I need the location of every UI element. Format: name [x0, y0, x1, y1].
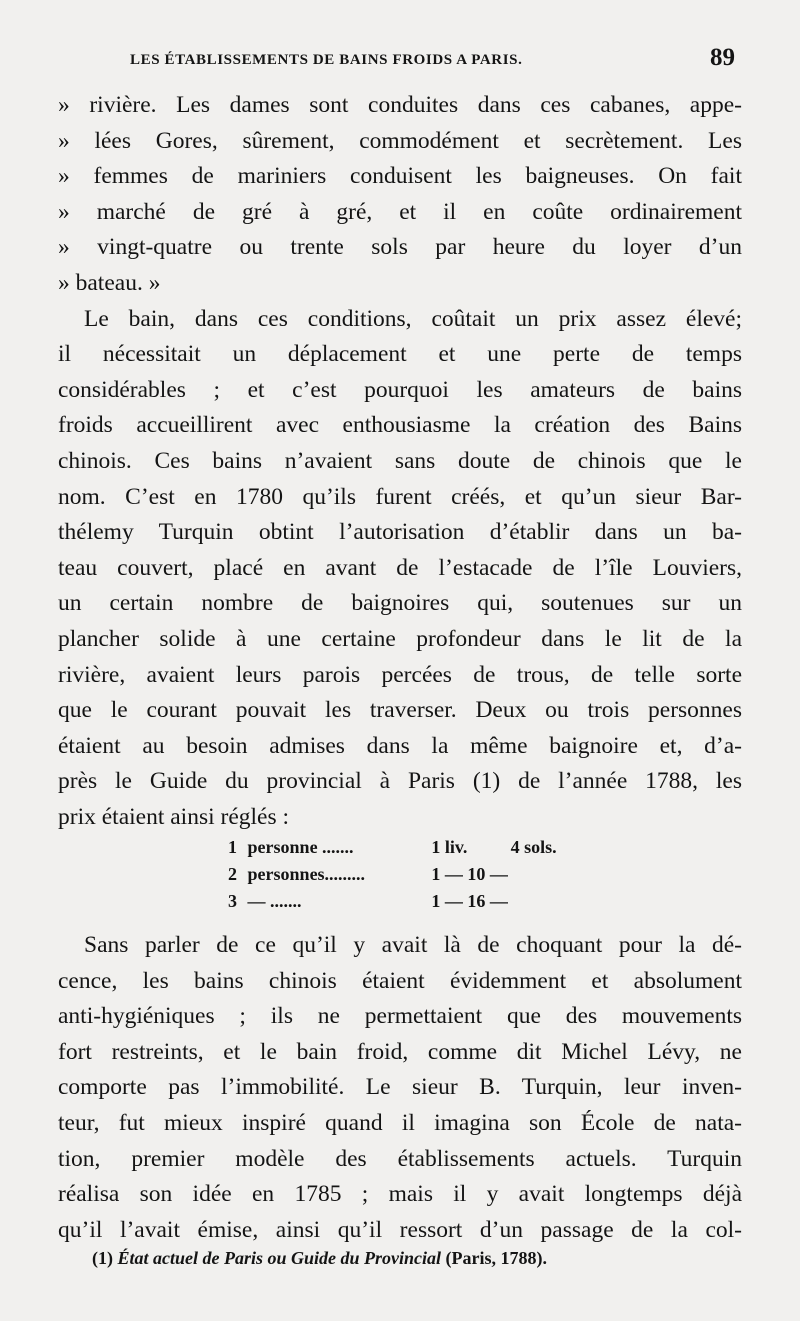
text-line: réalisa son idée en 1785 ; mais il y avait longtemps déjà	[58, 1181, 742, 1208]
price-livres: 1 — 16 —	[431, 891, 508, 911]
price-label: personne .......	[247, 837, 354, 857]
footnote-marker: (1)	[92, 1248, 118, 1268]
price-livres: 1 liv.	[431, 837, 468, 857]
text-line: chinois. Ces bains n’avaient sans doute de chinois que le	[58, 447, 742, 474]
text-line: Le bain, dans ces conditions, coûtait un prix assez élevé;	[84, 305, 742, 332]
running-head: LES ÉTABLISSEMENTS DE BAINS FROIDS A PARIS.	[130, 52, 523, 68]
page-number: 89	[710, 44, 735, 71]
price-sols	[511, 861, 588, 888]
footnote-title: État actuel de Paris ou Guide du Provincial	[117, 1248, 446, 1268]
price-count: 3	[228, 891, 237, 911]
text-line: thélemy Turquin obtint l’autorisation d’établir dans un ba-	[58, 519, 742, 546]
price-label: — .......	[247, 891, 302, 911]
price-count: 1	[228, 837, 237, 857]
text-line: étaient au besoin admises dans la même baignoire et, d’a-	[58, 732, 742, 759]
text-line: » rivière. Les dames sont conduites dans ces cabanes, appe-	[58, 92, 742, 118]
text-line: nom. C’est en 1780 qu’ils furent créés, et qu’un sieur Bar-	[58, 483, 742, 510]
body-text-top	[58, 88, 742, 835]
paragraph-bain-price	[58, 302, 742, 836]
text-line: il nécessitait un déplacement et une perte de temps	[58, 341, 742, 368]
footnote-source: (Paris, 1788).	[445, 1248, 547, 1268]
text-line: teur, fut mieux inspiré quand il imagina son École de nata-	[58, 1109, 742, 1136]
text-line: considérables ; et c’est pourquoi les amateurs de bains	[58, 376, 742, 403]
page-header	[130, 44, 735, 76]
text-line: teau couvert, placé en avant de l’estacade de l’île Louviers,	[58, 554, 742, 581]
text-line: rivière, avaient leurs parois percées de trous, de telle sorte	[58, 661, 742, 688]
text-line: fort restreints, et le bain froid, comme dit Michel Lévy, ne	[58, 1038, 742, 1065]
footnote	[92, 1248, 732, 1269]
text-line: froids accueillirent avec enthousiasme la création des Bains	[58, 412, 742, 439]
price-row	[228, 888, 588, 915]
price-row	[228, 834, 588, 861]
text-line: anti-hygiéniques ; ils ne permettaient que des mouvements	[58, 1003, 742, 1030]
quoted-paragraph	[58, 88, 742, 302]
text-line: qu’il l’avait émise, ainsi qu’il ressort d’un passage de la col-	[58, 1216, 742, 1243]
text-line: un certain nombre de baignoires qui, soutenues sur un	[58, 590, 742, 617]
price-label: personnes.........	[247, 864, 366, 884]
price-count: 2	[228, 864, 237, 884]
price-livres: 1 — 10 —	[431, 864, 508, 884]
text-line: Sans parler de ce qu’il y avait là de choquant pour la dé-	[84, 932, 742, 958]
text-line: » femmes de mariniers conduisent les baigneuses. On fait	[58, 163, 742, 190]
text-line: » bateau. »	[58, 269, 161, 296]
text-line: » vingt-quatre ou trente sols par heure du loyer d’un	[58, 234, 742, 261]
text-line: comporte pas l’immobilité. Le sieur B. Turquin, leur inven-	[58, 1074, 742, 1101]
price-sols: 4 sols.	[510, 837, 557, 857]
text-line: » lées Gores, sûrement, commodément et secrètement. Les	[58, 127, 742, 154]
paragraph-hygiene	[58, 928, 742, 1248]
text-line: plancher solide à une certaine profondeur dans le lit de la	[58, 625, 742, 652]
text-line: que le courant pouvait les traverser. Deux ou trois personnes	[58, 697, 742, 724]
text-line: près le Guide du provincial à Paris (1) de l’année 1788, les	[58, 768, 742, 795]
text-line: » marché de gré à gré, et il en coûte ordinairement	[58, 198, 742, 225]
price-row	[228, 861, 588, 888]
price-sols	[511, 888, 588, 915]
text-line: prix étaient ainsi réglés :	[58, 803, 290, 830]
text-line: cence, les bains chinois étaient évidemment et absolument	[58, 967, 742, 994]
text-line: tion, premier modèle des établissements actuels. Turquin	[58, 1145, 742, 1172]
price-table	[228, 834, 588, 915]
